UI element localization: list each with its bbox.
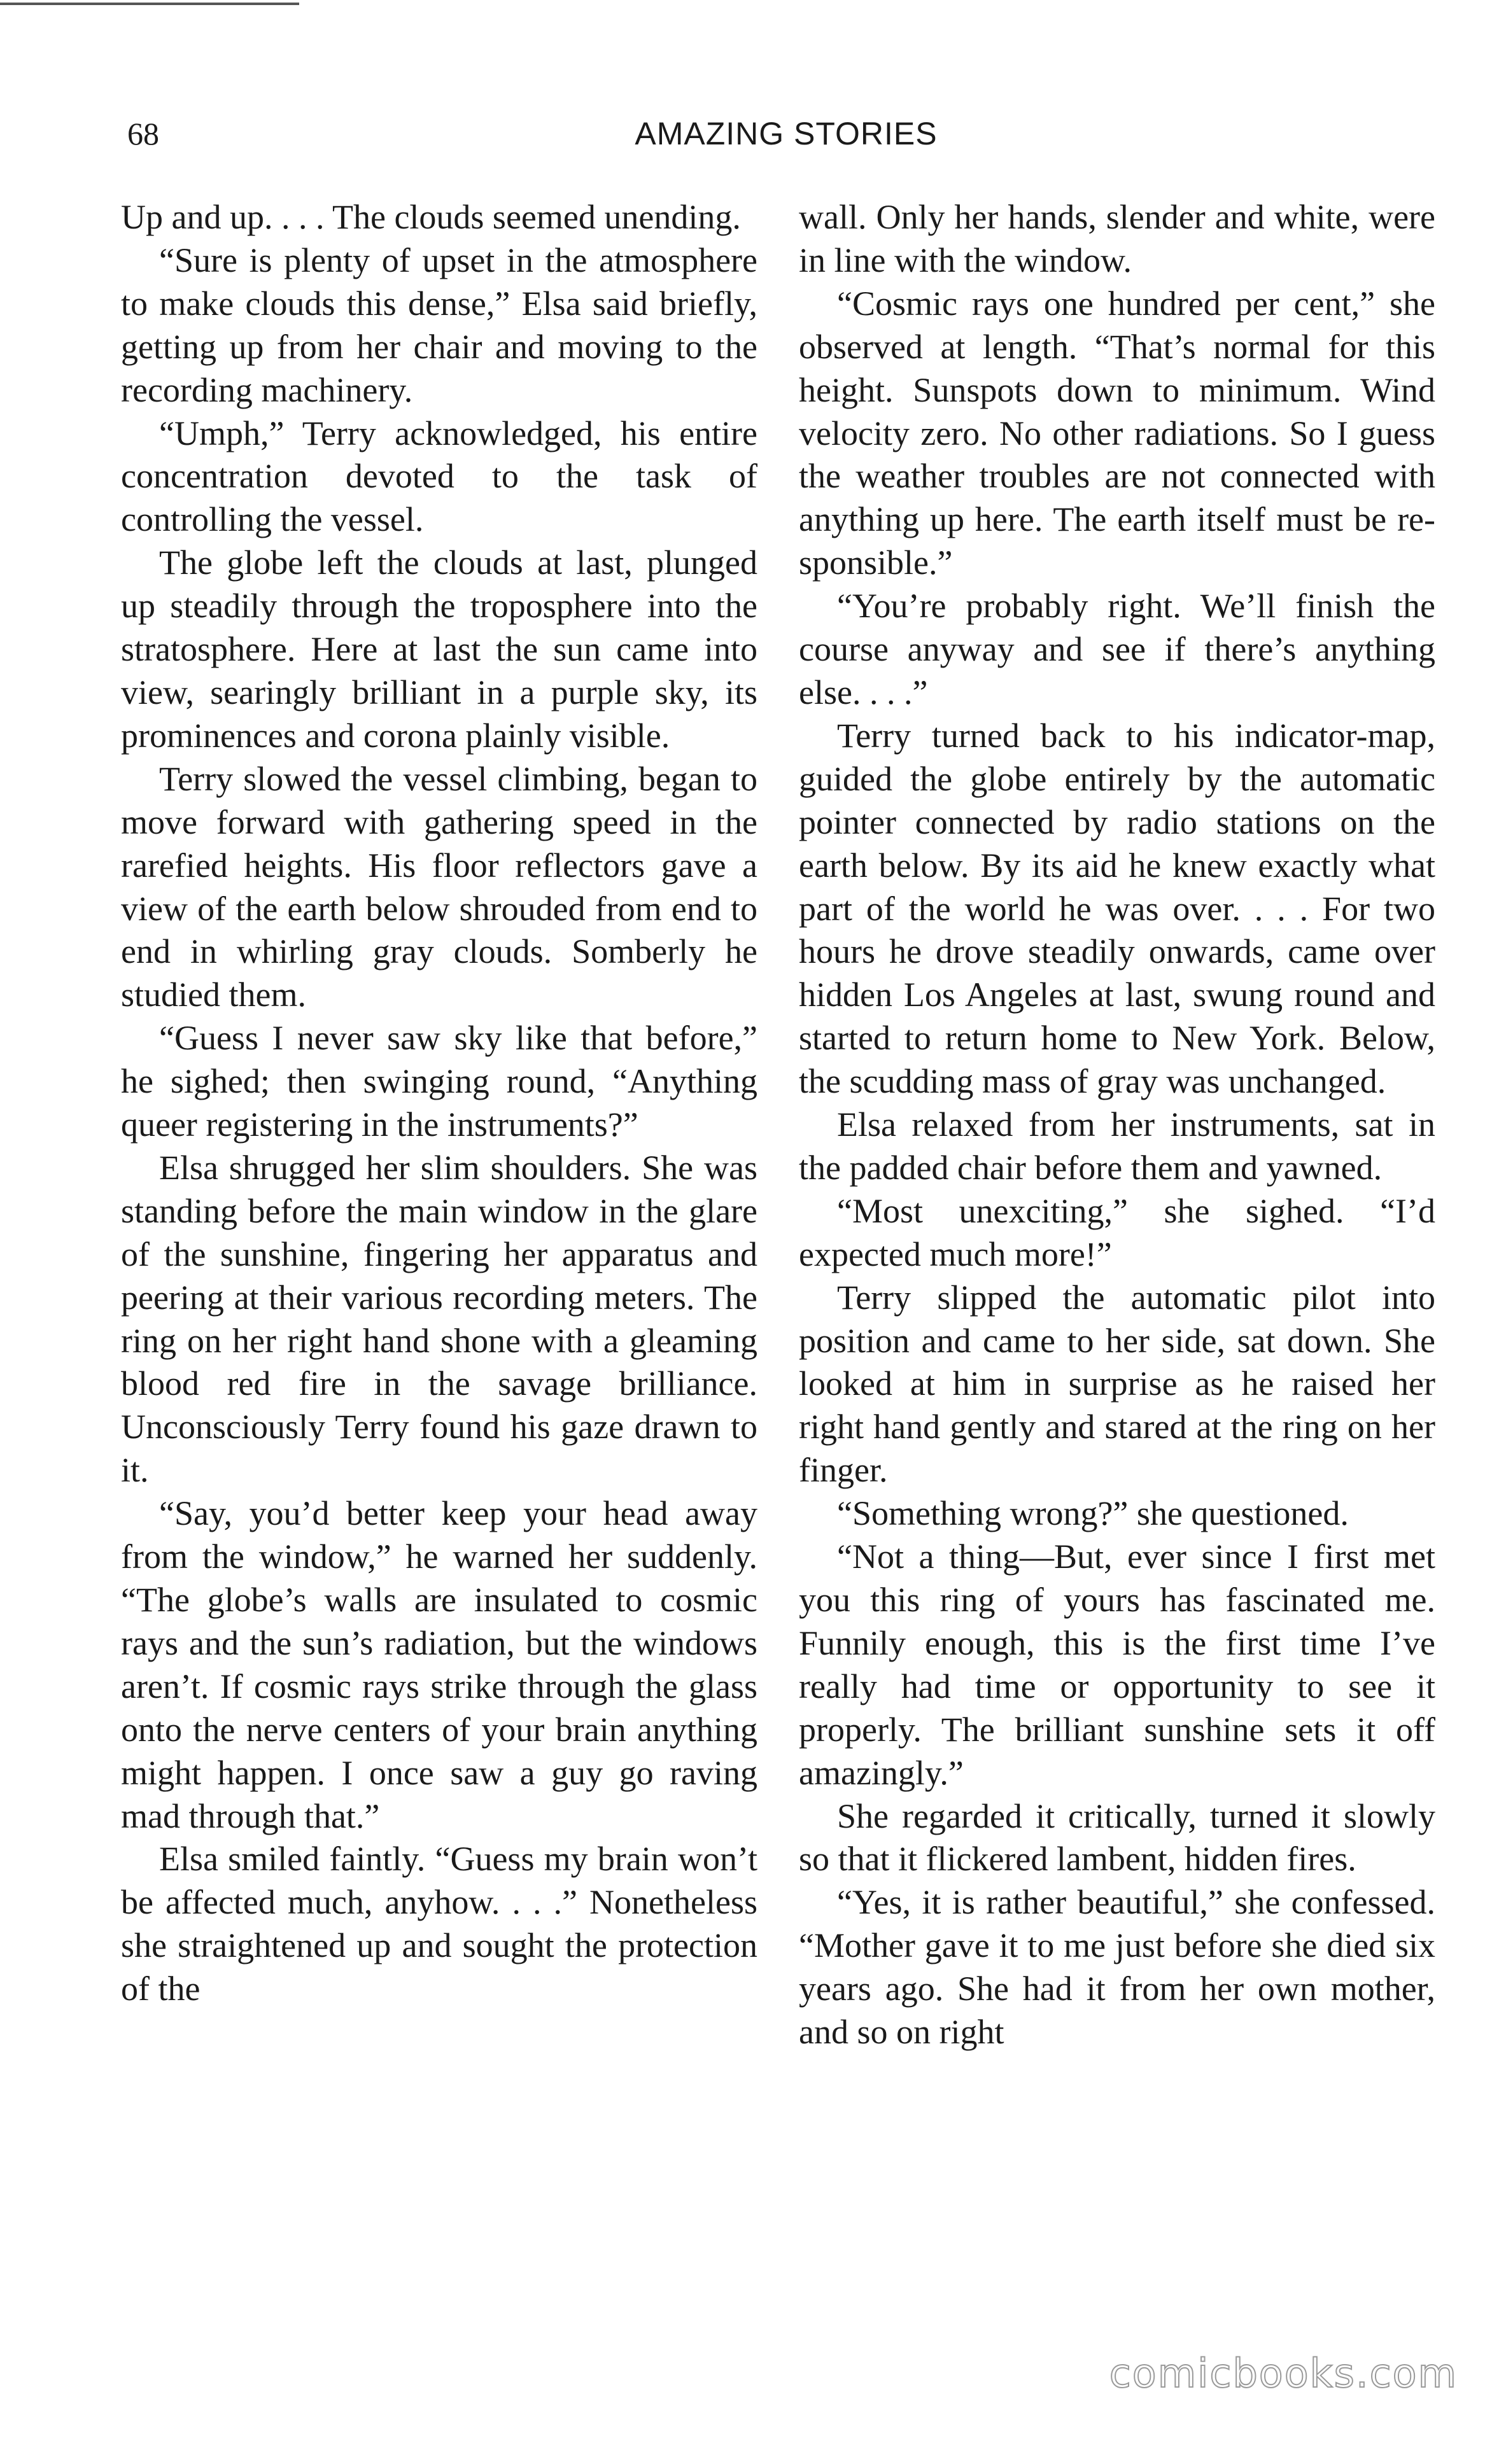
paragraph: Up and up. . . . The clouds seemed unending.	[121, 198, 741, 236]
paragraph: Terry slipped the automatic pilot into position and came to her side, sat down. She looked at him in surprise as he raised her right hand gently and stared at the ring on her finger.	[799, 1278, 1435, 1490]
paragraph: “Guess I never saw sky like that before,” he sighed; then swinging round, “Anything queer registering in the instruments?”	[121, 1019, 757, 1144]
paragraph: Elsa shrugged her slim shoulders. She was standing before the main window in the glare of the sunshine, fingering her apparatus and peering at their various recording meters. The ring on her right hand shone with a gleaming blood red fire in the savage brilliance. Unconsciously Terry found his gaze drawn to it.	[121, 1148, 757, 1490]
left-column	[121, 196, 757, 2011]
paragraph: “Say, you’d better keep your head away from the window,” he warned her suddenly. “The globe’s walls are insulated to cosmic rays and the sun’s radiation, but the windows aren’t. If cosmic rays strike through the glass onto the nerve centers of your brain anything might happen. I once saw a guy go raving mad through that.”	[121, 1494, 757, 1835]
paragraph: “Sure is plenty of upset in the atmosphere to make clouds this dense,” Elsa said briefly, getting up from her chair and moving to the recording machinery.	[121, 241, 757, 409]
paragraph: “Yes, it is rather beautiful,” she confessed. “Mother gave it to me just before she died six years ago. She had it from her own mother, and so on right	[799, 1883, 1435, 2052]
running-head: AMAZING STORIES	[635, 116, 938, 151]
paragraph: Elsa relaxed from her instruments, sat in the padded chair before them and yawned.	[799, 1105, 1435, 1187]
right-column	[799, 196, 1435, 2054]
top-rule	[0, 3, 299, 5]
paragraph: wall. Only her hands, slender and white, were in line with the window.	[799, 198, 1435, 279]
paragraph: Terry turned back to his indicator-map, guided the globe entirely by the automatic pointer connected by radio stations on the earth below. By its aid he knew exactly what part of the world he was over. . . . For two hours he drove steadily onwards, came over hidden Los Angeles at last, swung round and started to return home to New York. Below, the scudding mass of gray was unchanged.	[799, 716, 1435, 1101]
paragraph: “Not a thing—But, ever since I first met you this ring of yours has fascinated me. Funnily enough, this is the first time I’ve really had time or opportunity to see it properly. The brilliant sunshine sets it off amazingly.”	[799, 1537, 1435, 1792]
paragraph: Elsa smiled faintly. “Guess my brain won’t be affected much, anyhow. . . .” Nonetheless she straightened up and sought the protection of the	[121, 1840, 757, 2008]
paragraph: She regarded it critically, turned it slowly so that it flickered lambent, hidden fires.	[799, 1796, 1435, 1879]
paragraph: Terry slowed the vessel climbing, began to move forward with gathering speed in the rarefied heights. His floor reflectors gave a view of the earth below shrouded from end to end in whirling gray clouds. Somberly he studied them.	[121, 759, 757, 1014]
paragraph: “You’re probably right. We’ll finish the course anyway and see if there’s anything else. . . .”	[799, 587, 1435, 711]
paragraph: “Something wrong?” she questioned.	[837, 1494, 1349, 1533]
paragraph: The globe left the clouds at last, plunged up steadily through the troposphere into the stratosphere. Here at last the sun came into view, searingly brilliant in a purple sky, its prominences and corona plainly visible.	[121, 543, 757, 755]
watermark: comicbooks.com	[1109, 2350, 1458, 2397]
paragraph: “Most unexciting,” she sighed. “I’d expected much more!”	[799, 1191, 1435, 1273]
page-number: 68	[127, 116, 159, 151]
paragraph: “Umph,” Terry acknowledged, his entire concentration devoted to the task of controlling the vessel.	[121, 414, 757, 539]
paragraph: “Cosmic rays one hundred per cent,” she observed at length. “That’s normal for this height. Sunspots down to minimum. Wind velocity zero. No other radiations. So I guess the weather troubles are not connected with anything up here. The earth itself must be responsible.”	[799, 284, 1435, 582]
